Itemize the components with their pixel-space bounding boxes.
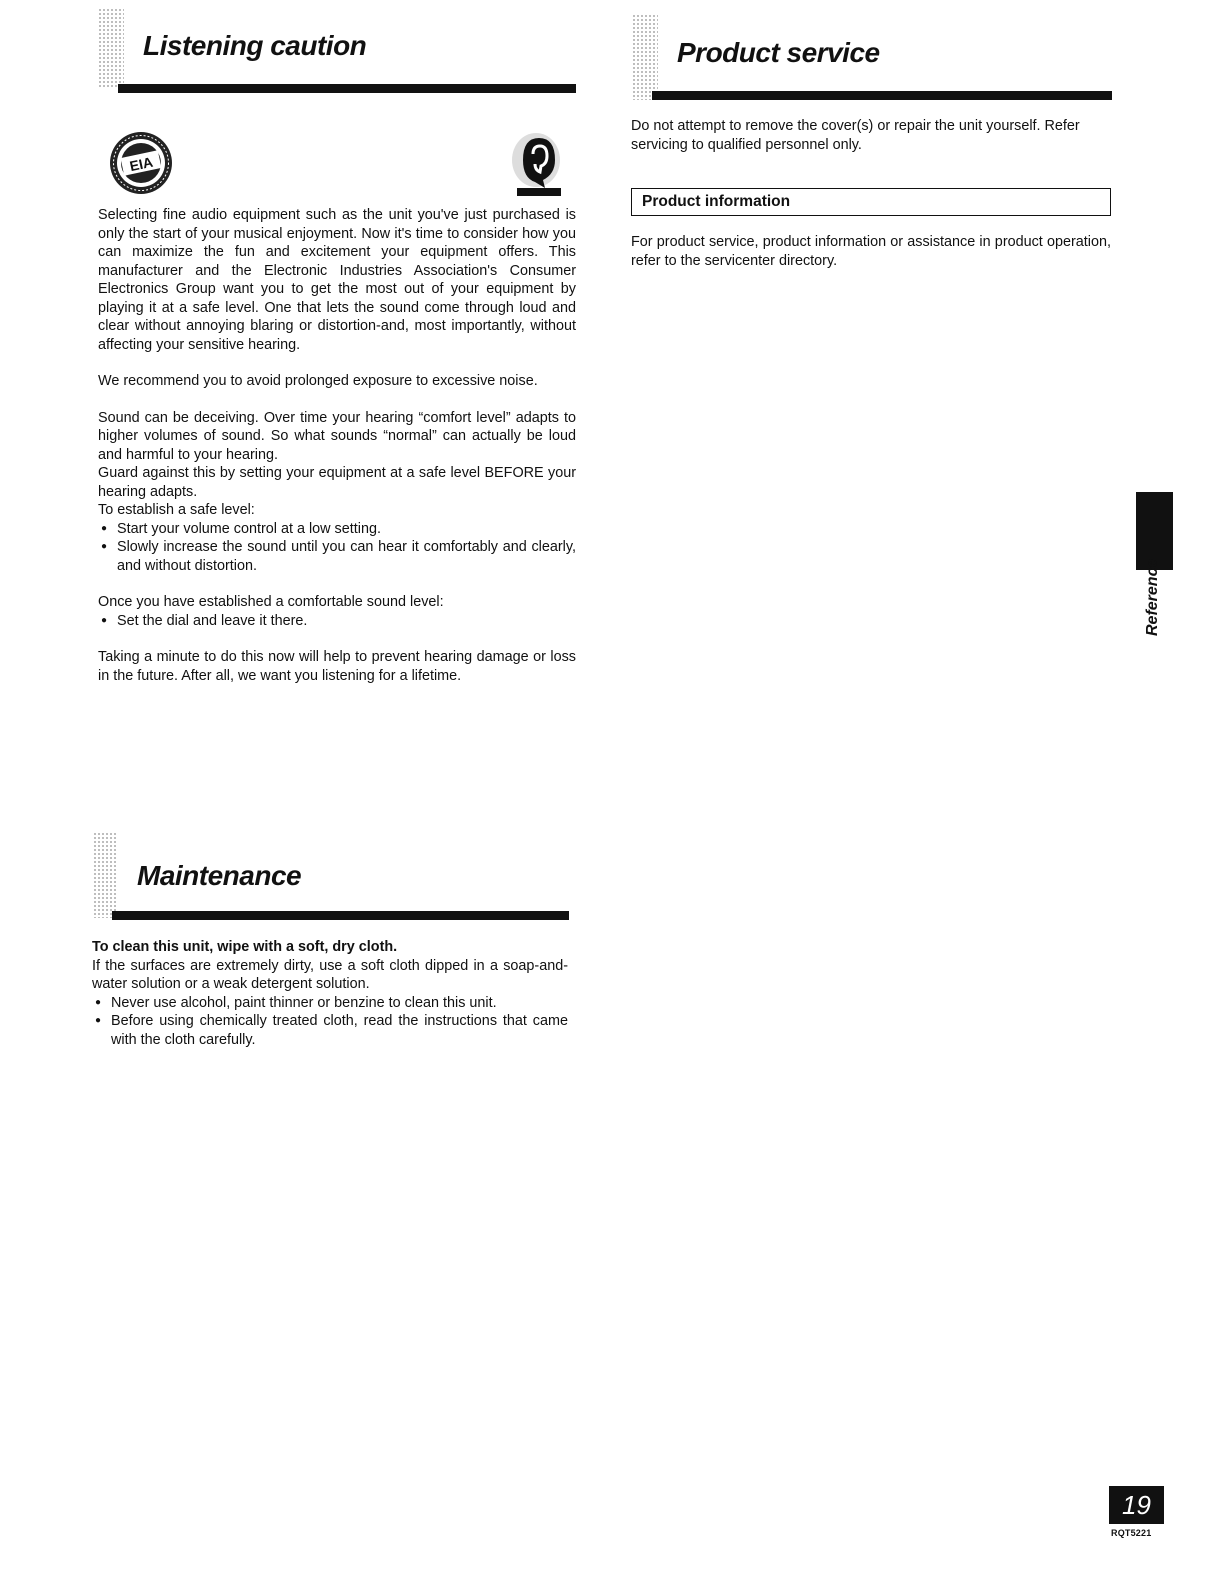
svg-text:EIA: EIA [128, 153, 155, 175]
intro-paragraph: Selecting fine audio equipment such as the unit you've just purchased is only the start of your musical enjoyment. Now it's time to consider how you can maximize the fun and excitement your equipment offers. This manufacturer and the Electronic Industries Association's Consumer Electronics Group want you to get the most out of your equipment by playing it at a safe level. One that lets the sound come through loud and clear without annoying blaring or distortion-and, most importantly, without affecting your sensitive hearing. [98, 207, 576, 353]
maintenance-bullets [92, 994, 568, 1050]
reference-label: Reference [1144, 558, 1161, 636]
heading-decoration [93, 832, 117, 918]
dial-steps [98, 612, 576, 631]
maintenance-paragraph: If the surfaces are extremely dirty, use a soft cloth dipped in a soap-and-water solution or a weak detergent solution. [92, 957, 568, 992]
product-service-heading: Product service [677, 37, 880, 68]
listening-logo [505, 130, 563, 198]
product-information-box: Product information [631, 188, 1111, 216]
listening-caution-body [98, 206, 576, 685]
list-item: ● Before using chemically treated cloth, read the instructions that came with the cloth carefully. [92, 1012, 568, 1049]
heading-decoration [632, 14, 658, 100]
list-item: ● Slowly increase the sound until you can hear it comfortably and clearly, and without distortion. [98, 538, 576, 575]
recommend-paragraph: We recommend you to avoid prolonged exposure to excessive noise. [98, 373, 538, 389]
deceiving-line: Sound can be deceiving. Over time your hearing “comfort level” adapts to higher volumes of sound. So what sounds “normal” can actually be loud and harmful to your hearing. [98, 409, 576, 463]
safe-level-steps [98, 520, 576, 576]
product-service-paragraph: Do not attempt to remove the cover(s) or repair the unit yourself. Refer servicing to qualified personnel only. [631, 118, 1080, 153]
list-item: ● Start your volume control at a low setting. [98, 520, 576, 539]
listening-caution-heading: Listening caution [143, 30, 367, 61]
document-code: RQT5221 [1111, 1528, 1152, 1538]
heading-rule [118, 84, 576, 93]
maintenance-heading: Maintenance [137, 860, 302, 891]
product-information-paragraph: For product service, product information or assistance in product operation, refer to the servicenter directory. [631, 234, 1111, 269]
heading-decoration [98, 8, 124, 88]
establish-line: To establish a safe level: [98, 502, 255, 518]
heading-rule [112, 911, 569, 920]
maintenance-lead: To clean this unit, wipe with a soft, dry cloth. [92, 939, 398, 955]
eia-logo [108, 130, 174, 196]
heading-rule [652, 91, 1112, 100]
list-item: ● Never use alcohol, paint thinner or benzine to clean this unit. [92, 994, 568, 1013]
list-item: ● Set the dial and leave it there. [98, 612, 576, 631]
maintenance-body [92, 938, 568, 1049]
guard-line: Guard against this by setting your equipment at a safe level BEFORE your hearing adapts. [98, 465, 576, 500]
comfortable-level-line: Once you have established a comfortable sound level: [98, 594, 444, 610]
page-number: 19 [1109, 1486, 1164, 1524]
lifetime-paragraph: Taking a minute to do this now will help to prevent hearing damage or loss in the future. After all, we want you listening for a lifetime. [98, 649, 576, 684]
